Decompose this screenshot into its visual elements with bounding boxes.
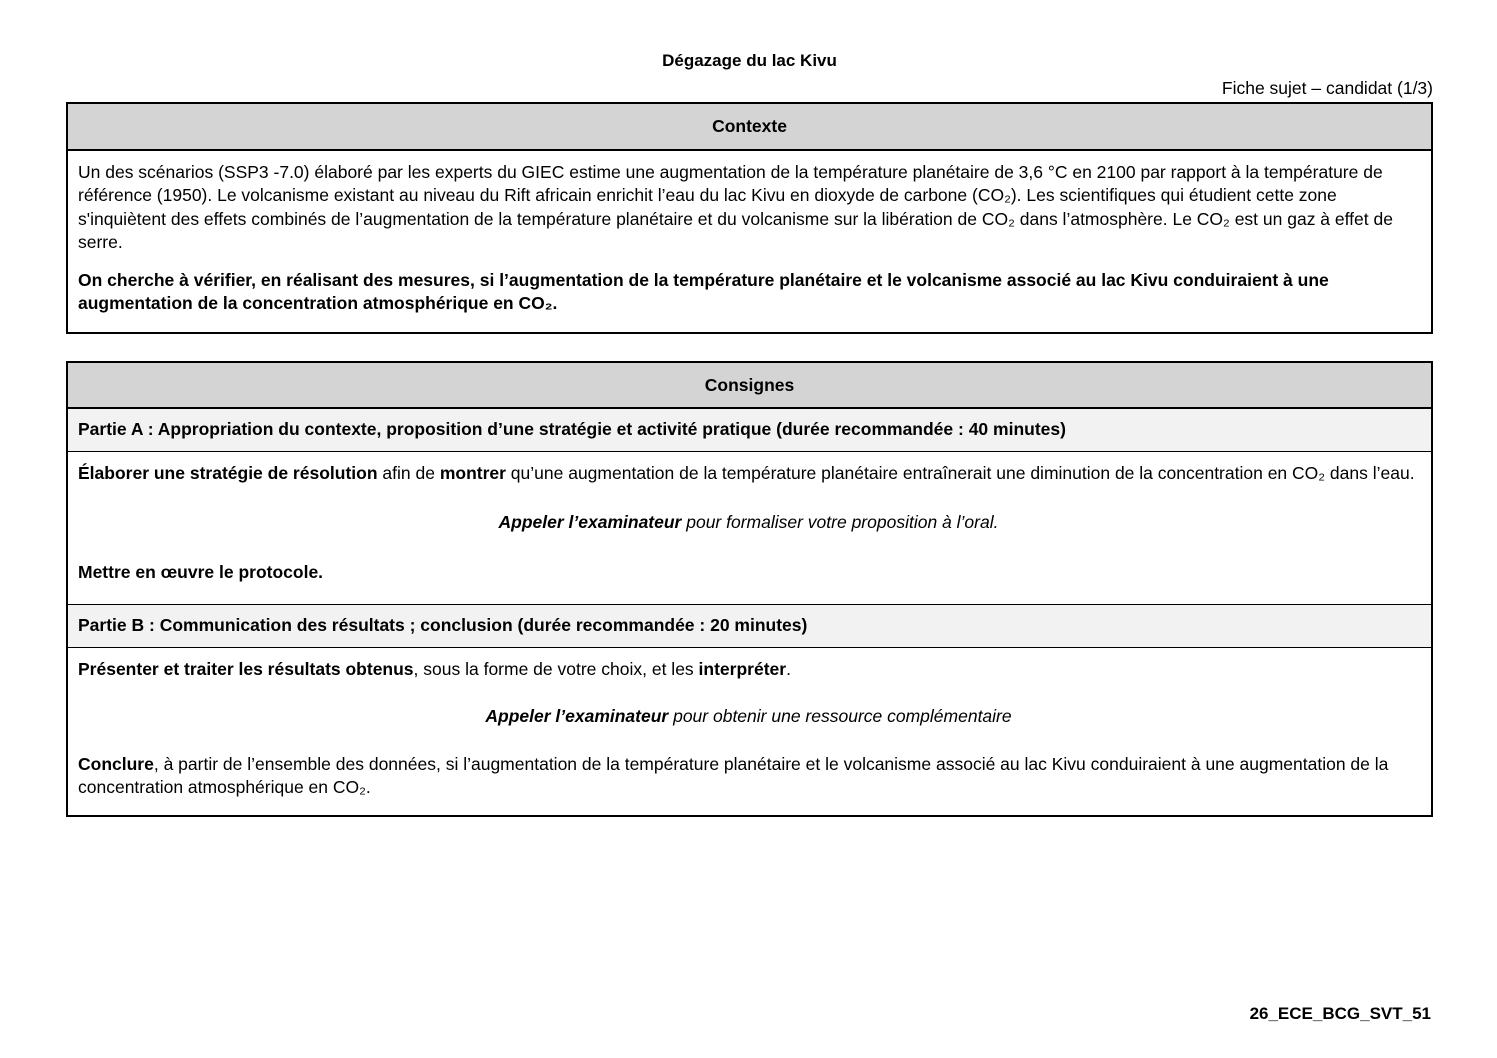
call-examiner-line-a bbox=[78, 511, 1419, 535]
conclude-instruction-bold: Conclure bbox=[78, 753, 154, 774]
consignes-header: Consignes bbox=[68, 363, 1431, 410]
contexte-paragraph: Un des scénarios (SSP3 -7.0) élaboré par les experts du GIEC estime une augmentation de la température planétaire de 3,6 °C en 2100 par rapport à la température de référence (1950). Le volcanisme existant au niveau du Rift africain enrichit l’eau du lac Kivu en dioxyde de carbone (CO₂). Les scientifiques qui étudient cette zone s'inquiètent des effets combinés de l’augmentation de la température planétaire et du volcanisme sur la libération de CO₂ dans l’atmosphère. Le CO₂ est un gaz à effet de serre. bbox=[78, 161, 1393, 252]
present-instruction-text: , sous la forme de votre choix, et les bbox=[413, 658, 699, 679]
call-examiner-text-a: pour formaliser votre proposition à l’oral. bbox=[681, 512, 999, 532]
call-examiner-line-b bbox=[78, 705, 1419, 729]
conclude-instruction-text: , à partir de l’ensemble des données, si l’augmentation de la température planétaire et le volcanisme associé au lac Kivu conduiraient à une augmentation de la concentration atmosphérique en CO₂. bbox=[78, 753, 1389, 797]
contexte-objective: On cherche à vérifier, en réalisant des mesures, si l’augmentation de la température planétaire et le volcanisme associé au lac Kivu conduiraient à une augmentation de la concentration atmosphérique en CO₂. bbox=[78, 269, 1329, 313]
partie-b-body bbox=[68, 648, 1431, 815]
strategy-instruction-bold: Élaborer une stratégie de résolution bbox=[78, 462, 378, 483]
contexte-table bbox=[66, 102, 1433, 334]
present-instruction-bold-2: interpréter bbox=[698, 658, 787, 679]
strategy-instruction-text-2: qu’une augmentation de la température planétaire entraînerait une diminution de la concentration en CO₂ dans l’eau. bbox=[505, 462, 1415, 483]
call-examiner-text-b: pour obtenir une ressource complémentaire bbox=[668, 706, 1012, 726]
partie-b-title: Partie B : Communication des résultats ; conclusion (durée recommandée : 20 minutes) bbox=[68, 605, 1431, 648]
present-instruction-text-2: . bbox=[786, 658, 791, 679]
strategy-instruction-bold-2: montrer bbox=[439, 462, 506, 483]
contexte-header: Contexte bbox=[68, 104, 1431, 151]
strategy-instruction bbox=[78, 462, 1419, 486]
protocol-instruction: Mettre en œuvre le protocole. bbox=[78, 561, 324, 582]
partie-a-title: Partie A : Appropriation du contexte, proposition d’une stratégie et activité pratique (durée recommandée : 40 minutes) bbox=[68, 409, 1431, 452]
document-page bbox=[66, 0, 1433, 1023]
consignes-table bbox=[66, 361, 1433, 817]
conclude-instruction bbox=[78, 753, 1419, 800]
call-examiner-bold-a: Appeler l’examinateur bbox=[498, 512, 682, 532]
strategy-instruction-text: afin de bbox=[377, 462, 440, 483]
present-instruction bbox=[78, 658, 1419, 682]
document-reference: 26_ECE_BCG_SVT_51 bbox=[1249, 1004, 1431, 1023]
sheet-label: Fiche sujet – candidat (1/3) bbox=[1221, 78, 1433, 98]
partie-a-body bbox=[68, 452, 1431, 606]
present-instruction-bold: Présenter et traiter les résultats obtenus bbox=[78, 658, 414, 679]
contexte-body bbox=[68, 151, 1431, 332]
page-title: Dégazage du lac Kivu bbox=[662, 51, 837, 70]
call-examiner-bold-b: Appeler l’examinateur bbox=[485, 706, 669, 726]
